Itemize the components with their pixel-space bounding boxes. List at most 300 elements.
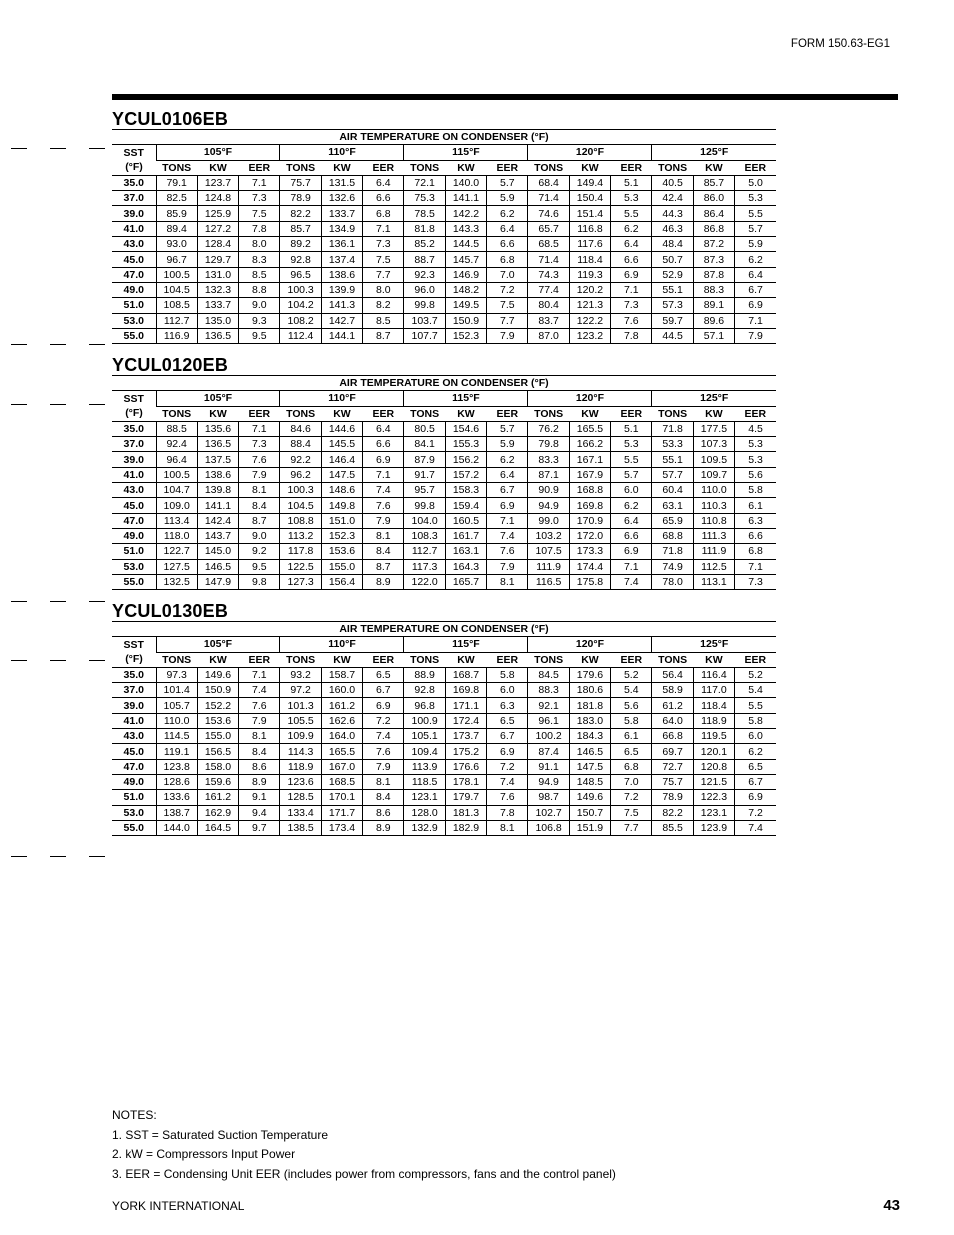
- table-cell: 53.3: [652, 437, 693, 452]
- column-header-eer: EER: [735, 160, 776, 175]
- table-cell: 6.3: [487, 698, 528, 713]
- table-cell: 5.4: [735, 683, 776, 698]
- table-cell: 96.8: [404, 698, 445, 713]
- table-cell: 131.0: [197, 267, 238, 282]
- table-cell: 7.9: [239, 467, 280, 482]
- table-cell: 75.7: [652, 774, 693, 789]
- table-cell: 5.9: [735, 237, 776, 252]
- table-cell: 91.1: [528, 759, 569, 774]
- table-cell: 142.4: [197, 513, 238, 528]
- table-cell: 7.2: [487, 282, 528, 297]
- table-cell: 85.5: [652, 820, 693, 835]
- table-cell: 74.3: [528, 267, 569, 282]
- table-cell: 80.4: [528, 298, 569, 313]
- table-cell: 146.5: [197, 559, 238, 574]
- sst-value: 37.0: [112, 437, 156, 452]
- table-cell: 111.9: [693, 544, 734, 559]
- table-cell: 105.7: [156, 698, 197, 713]
- temp-105-header: 105°F: [156, 637, 280, 652]
- note-item: 3. EER = Condensing Unit EER (includes power from compressors, fans and the control panel): [112, 1167, 616, 1182]
- table-cell: 123.6: [280, 774, 321, 789]
- model-title: YCUL0120EB: [112, 355, 776, 376]
- table-cell: 96.1: [528, 713, 569, 728]
- table-cell: 83.7: [528, 313, 569, 328]
- table-cell: 6.4: [363, 175, 404, 190]
- table-cell: 119.3: [569, 267, 610, 282]
- table-row: [112, 252, 776, 267]
- table-cell: 4.5: [735, 421, 776, 436]
- column-header-kw: KW: [445, 652, 486, 667]
- table-cell: 184.3: [569, 729, 610, 744]
- column-header-tons: TONS: [652, 406, 693, 421]
- table-cell: 125.9: [197, 206, 238, 221]
- table-cell: 169.8: [569, 498, 610, 513]
- table-cell: 7.1: [239, 421, 280, 436]
- table-cell: 68.8: [652, 528, 693, 543]
- sst-value: 43.0: [112, 483, 156, 498]
- table-cell: 103.7: [404, 313, 445, 328]
- table-cell: 169.8: [445, 683, 486, 698]
- table-cell: 156.4: [321, 574, 362, 589]
- table-cell: 7.6: [239, 452, 280, 467]
- table-cell: 7.4: [487, 528, 528, 543]
- table-cell: 6.6: [611, 528, 652, 543]
- table-row: [112, 313, 776, 328]
- table-cell: 136.5: [197, 328, 238, 343]
- table-cell: 5.5: [735, 698, 776, 713]
- table-cell: 100.2: [528, 729, 569, 744]
- table-cell: 6.7: [735, 774, 776, 789]
- table-cell: 55.1: [652, 452, 693, 467]
- table-cell: 8.1: [487, 574, 528, 589]
- table-cell: 85.2: [404, 237, 445, 252]
- table-row: [112, 191, 776, 206]
- table-cell: 156.5: [197, 744, 238, 759]
- table-cell: 9.5: [239, 559, 280, 574]
- table-cell: 5.0: [735, 175, 776, 190]
- table-cell: 118.5: [404, 774, 445, 789]
- table-cell: 6.0: [487, 683, 528, 698]
- table-cell: 78.5: [404, 206, 445, 221]
- column-header-tons: TONS: [528, 652, 569, 667]
- table-cell: 85.7: [280, 221, 321, 236]
- column-header-eer: EER: [487, 160, 528, 175]
- table-cell: 113.9: [404, 759, 445, 774]
- table-cell: 127.2: [197, 221, 238, 236]
- table-cell: 87.8: [693, 267, 734, 282]
- sst-value: 53.0: [112, 559, 156, 574]
- table-cell: 128.4: [197, 237, 238, 252]
- table-cell: 66.8: [652, 729, 693, 744]
- table-cell: 7.1: [239, 667, 280, 682]
- table-row: [112, 513, 776, 528]
- table-cell: 89.4: [156, 221, 197, 236]
- table-cell: 102.7: [528, 805, 569, 820]
- table-cell: 133.4: [280, 805, 321, 820]
- table-cell: 6.2: [735, 744, 776, 759]
- table-cell: 79.8: [528, 437, 569, 452]
- temp-110-header: 110°F: [280, 637, 404, 652]
- table-cell: 8.1: [363, 774, 404, 789]
- table-cell: 6.1: [611, 729, 652, 744]
- table-cell: 7.6: [487, 790, 528, 805]
- column-header-tons: TONS: [528, 160, 569, 175]
- table-cell: 6.5: [611, 744, 652, 759]
- table-cell: 134.9: [321, 221, 362, 236]
- table-cell: 171.1: [445, 698, 486, 713]
- table-cell: 75.3: [404, 191, 445, 206]
- table-cell: 87.9: [404, 452, 445, 467]
- table-row: [112, 759, 776, 774]
- table-cell: 174.4: [569, 559, 610, 574]
- table-cell: 90.9: [528, 483, 569, 498]
- sst-value: 49.0: [112, 528, 156, 543]
- table-cell: 5.9: [487, 437, 528, 452]
- table-cell: 173.4: [321, 820, 362, 835]
- table-cell: 96.4: [156, 452, 197, 467]
- table-cell: 144.1: [321, 328, 362, 343]
- table-cell: 110.0: [693, 483, 734, 498]
- table-cell: 80.5: [404, 421, 445, 436]
- table-cell: 8.1: [487, 820, 528, 835]
- sst-value: 47.0: [112, 759, 156, 774]
- table-cell: 76.2: [528, 421, 569, 436]
- table-cell: 85.7: [693, 175, 734, 190]
- table-cell: 129.7: [197, 252, 238, 267]
- table-cell: 128.5: [280, 790, 321, 805]
- table-cell: 60.4: [652, 483, 693, 498]
- table-cell: 71.8: [652, 421, 693, 436]
- table-row: [112, 498, 776, 513]
- table-cell: 100.3: [280, 483, 321, 498]
- table-cell: 118.0: [156, 528, 197, 543]
- temp-120-header: 120°F: [528, 145, 652, 160]
- temp-105-header: 105°F: [156, 145, 280, 160]
- column-header-tons: TONS: [652, 652, 693, 667]
- table-cell: 170.9: [569, 513, 610, 528]
- table-cell: 164.3: [445, 559, 486, 574]
- table-cell: 8.7: [239, 513, 280, 528]
- table-cell: 89.6: [693, 313, 734, 328]
- table-cell: 8.9: [239, 774, 280, 789]
- table-cell: 7.6: [239, 698, 280, 713]
- table-cell: 5.3: [735, 437, 776, 452]
- table-cell: 7.4: [611, 574, 652, 589]
- table-cell: 101.4: [156, 683, 197, 698]
- column-header-kw: KW: [693, 406, 734, 421]
- table-cell: 9.8: [239, 574, 280, 589]
- table-cell: 113.2: [280, 528, 321, 543]
- table-cell: 171.7: [321, 805, 362, 820]
- table-cell: 178.1: [445, 774, 486, 789]
- table-cell: 160.5: [445, 513, 486, 528]
- table-cell: 141.3: [321, 298, 362, 313]
- table-cell: 106.8: [528, 820, 569, 835]
- sst-value: 53.0: [112, 805, 156, 820]
- table-cell: 5.1: [611, 421, 652, 436]
- column-header-row: [112, 406, 776, 421]
- sst-value: 43.0: [112, 237, 156, 252]
- table-cell: 146.9: [445, 267, 486, 282]
- table-cell: 104.0: [404, 513, 445, 528]
- table-cell: 103.2: [528, 528, 569, 543]
- table-cell: 82.5: [156, 191, 197, 206]
- table-cell: 97.3: [156, 667, 197, 682]
- table-cell: 69.7: [652, 744, 693, 759]
- table-cell: 78.0: [652, 574, 693, 589]
- sst-value: 41.0: [112, 467, 156, 482]
- table-cell: 158.0: [197, 759, 238, 774]
- table-row: [112, 483, 776, 498]
- table-cell: 7.3: [735, 574, 776, 589]
- table-cell: 132.6: [321, 191, 362, 206]
- table-cell: 8.1: [363, 528, 404, 543]
- table-cell: 74.9: [652, 559, 693, 574]
- table-cell: 93.2: [280, 667, 321, 682]
- sst-value: 51.0: [112, 790, 156, 805]
- table-cell: 92.2: [280, 452, 321, 467]
- temp-120-header: 120°F: [528, 391, 652, 406]
- table-cell: 101.3: [280, 698, 321, 713]
- table-cell: 136.1: [321, 237, 362, 252]
- table-body: [112, 667, 776, 835]
- table-cell: 176.6: [445, 759, 486, 774]
- table-cell: 173.7: [445, 729, 486, 744]
- table-cell: 7.3: [363, 237, 404, 252]
- temp-header-row: [112, 391, 776, 406]
- column-header-tons: TONS: [280, 652, 321, 667]
- table-cell: 71.4: [528, 252, 569, 267]
- table-cell: 108.3: [404, 528, 445, 543]
- column-header-kw: KW: [321, 160, 362, 175]
- table-cell: 7.7: [487, 313, 528, 328]
- sst-label: SST: [123, 392, 144, 405]
- sst-value: 49.0: [112, 282, 156, 297]
- temp-115-header: 115°F: [404, 145, 528, 160]
- table-cell: 100.9: [404, 713, 445, 728]
- table-cell: 8.9: [363, 820, 404, 835]
- table-cell: 107.7: [404, 328, 445, 343]
- table-cell: 92.3: [404, 267, 445, 282]
- temp-115-header: 115°F: [404, 391, 528, 406]
- table-cell: 155.0: [197, 729, 238, 744]
- table-cell: 132.5: [156, 574, 197, 589]
- column-header-kw: KW: [445, 406, 486, 421]
- table-cell: 6.2: [487, 206, 528, 221]
- table-cell: 61.2: [652, 698, 693, 713]
- sst-value: 47.0: [112, 513, 156, 528]
- column-header-kw: KW: [569, 160, 610, 175]
- table-cell: 159.4: [445, 498, 486, 513]
- performance-table: [112, 376, 776, 590]
- table-cell: 5.5: [611, 452, 652, 467]
- performance-table: [112, 622, 776, 836]
- table-cell: 108.8: [280, 513, 321, 528]
- air-temp-header: AIR TEMPERATURE ON CONDENSER (°F): [112, 130, 776, 145]
- table-cell: 154.6: [445, 421, 486, 436]
- table-cell: 6.8: [487, 252, 528, 267]
- table-cell: 6.6: [611, 252, 652, 267]
- table-cell: 6.7: [735, 282, 776, 297]
- table-cell: 5.3: [735, 452, 776, 467]
- table-cell: 114.3: [280, 744, 321, 759]
- table-row: [112, 528, 776, 543]
- table-cell: 172.0: [569, 528, 610, 543]
- table-cell: 56.4: [652, 667, 693, 682]
- sst-value: 43.0: [112, 729, 156, 744]
- table-cell: 6.9: [363, 452, 404, 467]
- sst-value: 35.0: [112, 421, 156, 436]
- table-cell: 6.5: [487, 713, 528, 728]
- table-cell: 7.8: [487, 805, 528, 820]
- table-cell: 181.8: [569, 698, 610, 713]
- temp-header-row: [112, 145, 776, 160]
- table-cell: 7.9: [487, 559, 528, 574]
- column-header-eer: EER: [239, 160, 280, 175]
- table-cell: 6.4: [611, 237, 652, 252]
- table-cell: 181.3: [445, 805, 486, 820]
- table-cell: 6.9: [487, 498, 528, 513]
- table-cell: 82.2: [652, 805, 693, 820]
- table-cell: 135.0: [197, 313, 238, 328]
- table-cell: 5.3: [735, 191, 776, 206]
- table-cell: 105.5: [280, 713, 321, 728]
- table-cell: 68.4: [528, 175, 569, 190]
- table-cell: 107.5: [528, 544, 569, 559]
- table-cell: 108.5: [156, 298, 197, 313]
- table-cell: 6.0: [611, 483, 652, 498]
- table-cell: 9.2: [239, 544, 280, 559]
- table-cell: 113.1: [693, 574, 734, 589]
- table-cell: 132.9: [404, 820, 445, 835]
- table-cell: 170.1: [321, 790, 362, 805]
- table-cell: 172.4: [445, 713, 486, 728]
- table-cell: 112.7: [404, 544, 445, 559]
- table-cell: 168.5: [321, 774, 362, 789]
- table-cell: 123.9: [693, 820, 734, 835]
- column-header-tons: TONS: [280, 406, 321, 421]
- temp-110-header: 110°F: [280, 145, 404, 160]
- column-header-eer: EER: [487, 652, 528, 667]
- table-cell: 104.5: [280, 498, 321, 513]
- table-cell: 88.7: [404, 252, 445, 267]
- table-cell: 7.6: [611, 313, 652, 328]
- table-row: [112, 729, 776, 744]
- table-cell: 145.7: [445, 252, 486, 267]
- table-cell: 144.0: [156, 820, 197, 835]
- table-cell: 180.6: [569, 683, 610, 698]
- table-cell: 85.9: [156, 206, 197, 221]
- table-cell: 9.4: [239, 805, 280, 820]
- table-cell: 5.3: [611, 191, 652, 206]
- table-cell: 5.2: [611, 667, 652, 682]
- table-cell: 92.8: [404, 683, 445, 698]
- table-cell: 5.7: [487, 421, 528, 436]
- table-cell: 150.7: [569, 805, 610, 820]
- sst-unit-label: (°F): [112, 406, 156, 421]
- table-cell: 8.9: [363, 574, 404, 589]
- table-cell: 137.5: [197, 452, 238, 467]
- table-cell: 52.9: [652, 267, 693, 282]
- table-cell: 87.2: [693, 237, 734, 252]
- table-cell: 57.1: [693, 328, 734, 343]
- table-cell: 109.4: [404, 744, 445, 759]
- sst-value: 41.0: [112, 221, 156, 236]
- table-cell: 127.3: [280, 574, 321, 589]
- table-cell: 5.7: [735, 221, 776, 236]
- table-cell: 123.1: [693, 805, 734, 820]
- table-cell: 8.8: [239, 282, 280, 297]
- table-cell: 5.7: [611, 467, 652, 482]
- table-cell: 7.1: [363, 467, 404, 482]
- table-cell: 5.5: [735, 206, 776, 221]
- table-cell: 123.7: [197, 175, 238, 190]
- table-cell: 179.6: [569, 667, 610, 682]
- table-cell: 84.1: [404, 437, 445, 452]
- table-cell: 6.7: [487, 483, 528, 498]
- table-cell: 7.7: [611, 820, 652, 835]
- column-header-eer: EER: [735, 406, 776, 421]
- column-header-eer: EER: [611, 652, 652, 667]
- table-cell: 144.6: [321, 421, 362, 436]
- table-cell: 128.0: [404, 805, 445, 820]
- table-row: [112, 437, 776, 452]
- table-cell: 98.7: [528, 790, 569, 805]
- table-cell: 151.9: [569, 820, 610, 835]
- table-cell: 72.7: [652, 759, 693, 774]
- table-cell: 151.0: [321, 513, 362, 528]
- table-cell: 166.2: [569, 437, 610, 452]
- table-cell: 153.6: [321, 544, 362, 559]
- sst-value: 37.0: [112, 683, 156, 698]
- column-header-kw: KW: [197, 406, 238, 421]
- column-header-kw: KW: [197, 160, 238, 175]
- table-row: [112, 683, 776, 698]
- table-cell: 65.9: [652, 513, 693, 528]
- sst-unit-label: (°F): [112, 652, 156, 667]
- footer-company: YORK INTERNATIONAL: [112, 1199, 245, 1213]
- temp-125-header: 125°F: [652, 391, 776, 406]
- table-cell: 153.6: [197, 713, 238, 728]
- table-cell: 94.9: [528, 774, 569, 789]
- sst-value: 39.0: [112, 206, 156, 221]
- table-row: [112, 574, 776, 589]
- table-cell: 109.5: [693, 452, 734, 467]
- sst-value: 53.0: [112, 313, 156, 328]
- table-cell: 6.7: [487, 729, 528, 744]
- sst-value: 39.0: [112, 452, 156, 467]
- table-cell: 121.3: [569, 298, 610, 313]
- table-cell: 77.4: [528, 282, 569, 297]
- table-cell: 64.0: [652, 713, 693, 728]
- table-cell: 147.5: [569, 759, 610, 774]
- table-cell: 147.9: [197, 574, 238, 589]
- table-cell: 7.9: [239, 713, 280, 728]
- table-cell: 6.1: [735, 498, 776, 513]
- table-cell: 8.0: [363, 282, 404, 297]
- table-cell: 145.5: [321, 437, 362, 452]
- table-cell: 5.5: [611, 206, 652, 221]
- table-cell: 7.6: [487, 544, 528, 559]
- table-cell: 116.8: [569, 221, 610, 236]
- table-cell: 123.2: [569, 328, 610, 343]
- performance-table: [112, 130, 776, 344]
- table-cell: 100.5: [156, 467, 197, 482]
- table-cell: 143.3: [445, 221, 486, 236]
- table-cell: 165.5: [569, 421, 610, 436]
- column-header-kw: KW: [693, 160, 734, 175]
- column-header-tons: TONS: [404, 160, 445, 175]
